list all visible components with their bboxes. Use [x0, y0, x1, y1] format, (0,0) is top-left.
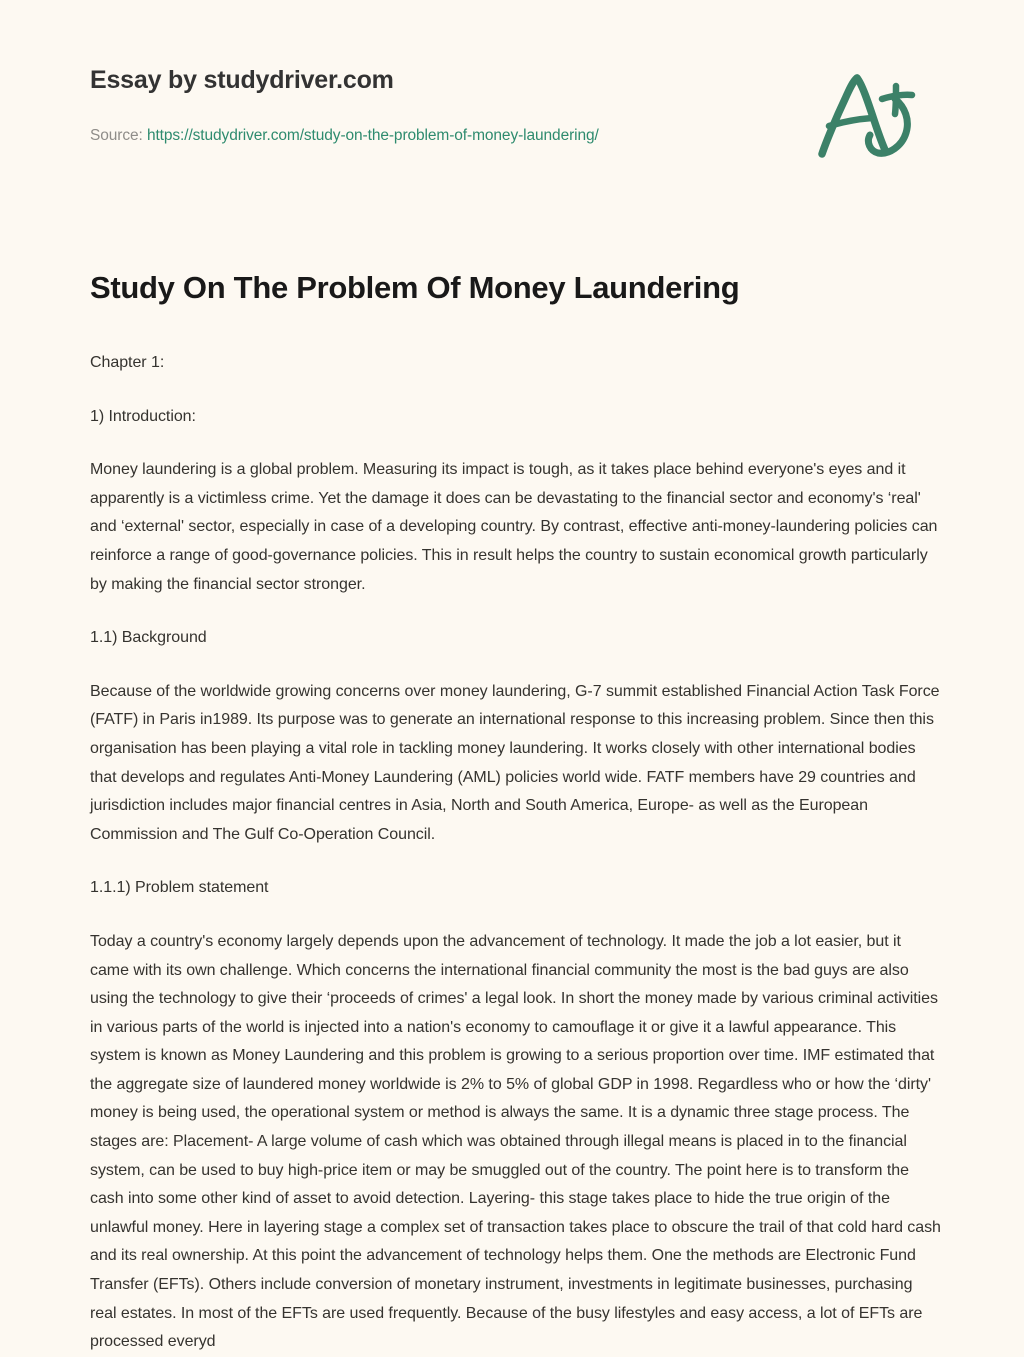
- paragraph-chapter: Chapter 1:: [90, 354, 165, 371]
- paragraph-intro-text: Money laundering is a global problem. Measuring its impact is tough, as it takes place behind everyone's eyes and it apparently is a victimless crime. Yet the damage it does can be devastating to the financial sector and economy's ‘real' and ‘external' sector, especially in case of a developing country. By contrast, effective anti-money-laundering policies can reinforce a range of good-governance policies. This in result helps the country to sustain economical growth particularly by making the financial sector stronger.: [90, 461, 938, 593]
- a-plus-logo-icon: [812, 70, 936, 166]
- paragraph-intro-heading: 1) Introduction:: [90, 407, 196, 425]
- paragraph-problem-statement-text: Today a country's economy largely depends upon the advancement of technology. It made the job a lot easier, but it came with its own challenge. Which concerns the international financial community the most is the bad guys are also using the technology to give their ‘proceeds of crimes' a legal look. In short the money made by various criminal activities in various parts of the world is injected into a nation's economy to camouflage it or give it a lawful appearance. This system is known as Money Laundering and this problem is growing to a serious proportion over time. IMF estimated that the aggregate size of laundered money worldwide is 2% to 5% of global GDP in 1998. Regardless who or how the ‘dirty' money is being used, the operational system or method is always the same. It is a dynamic three stage process. The stages are: Placement- A large volume of cash which was obtained through illegal means is placed in to the financial system, can be used to buy high-price item or may be smuggled out of the country. The point here is to transform the cash into some other kind of asset to avoid detection. Layering- this stage takes place to hide the true origin of the unlawful money. Here in layering stage a complex set of transaction takes place to obscure the trail of that cold hard cash and its real ownership. At this point the advancement of technology helps them. One the methods are Electronic Fund Transfer (EFTs). Others include conversion of monetary instrument, investments in legitimate businesses, purchasing real estates. In most of the EFTs are used frequently. Because of the busy lifestyles and easy access, a lot of EFTs are processed everyd: [90, 932, 941, 1351]
- source-label: Source:: [90, 127, 143, 144]
- page-title: Study On The Problem Of Money Laundering: [90, 269, 740, 305]
- page-header: [0, 0, 1024, 200]
- essay-body: [90, 349, 943, 1357]
- paragraph-background-heading: 1.1) Background: [90, 629, 207, 647]
- source-line: [90, 127, 599, 145]
- source-url-link[interactable]: https://studydriver.com/study-on-the-problem-of-money-laundering/: [146, 127, 599, 144]
- paragraph-problem-statement-heading: 1.1.1) Problem statement: [90, 879, 269, 897]
- byline: Essay by studydriver.com: [90, 66, 394, 94]
- studydriver-logo[interactable]: [812, 70, 936, 166]
- paragraph-background-text: Because of the worldwide growing concerns over money laundering, G-7 summit established Financial Action Task Force (FATF) in Paris in1989. Its purpose was to generate an international response to this increasing problem. Since then this organisation has been playing a vital role in tackling money laundering. It works closely with other international bodies that develops and regulates Anti-Money Laundering (AML) policies world wide. FATF members have 29 countries and jurisdiction includes major financial centres in Asia, North and South America, Europe- as well as the European Commission and The Gulf Co-Operation Council.: [90, 682, 940, 843]
